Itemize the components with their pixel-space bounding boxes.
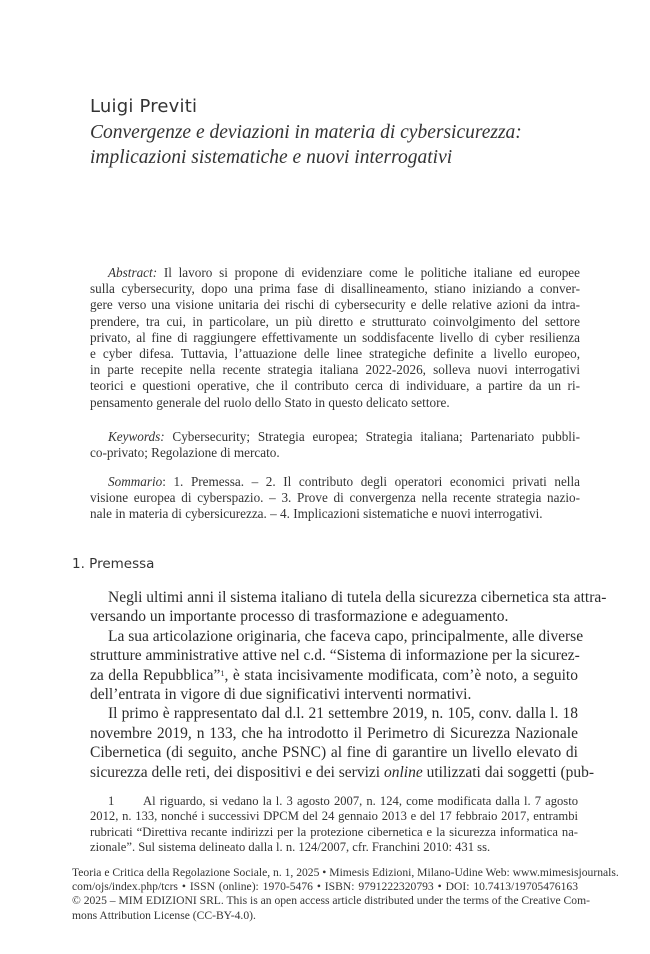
keywords-text: Cybersecurity; Strategia europea; Strategia italiana; Partenariato pubbli- (172, 429, 581, 444)
body-line: novembre 2019, n 133, che ha introdotto il Perimetro di Sicurezza Nazionale (90, 724, 578, 742)
body-line: Negli ultimi anni il sistema italiano di tutela della sicurezza cibernetica sta attra- (108, 589, 607, 606)
abstract-text: Il lavoro si propone di evidenziare come le politiche italiane ed europee (163, 265, 580, 280)
body-line: dell’entrata in vigore di due significativi interventi normativi. (90, 686, 472, 704)
journal-footer (72, 866, 619, 923)
abstract-line: privato, al fine di raggiungere effettivamente un soddisfacente livello di cyber resilienza (90, 329, 580, 345)
abstract-line: gere verso una visione unitaria dei rischi di cybersecurity e delle relative azioni da intra- (90, 297, 580, 313)
footnote (90, 794, 578, 856)
abstract (90, 265, 580, 411)
footnote-ref[interactable]: 1 (220, 668, 225, 678)
sommario-text: : 1. Premessa. – 2. Il contributo degli operatori economici privati nella (162, 474, 580, 489)
footnote-line (90, 794, 578, 809)
body-text-segment: sicurezza delle reti, dei dispositivi e dei servizi (90, 763, 384, 781)
body-text (90, 588, 607, 782)
body-text-segment: za della Repubblica” (90, 666, 221, 684)
keywords-line (90, 429, 580, 445)
sommario-line: visione europea di cyberspazio. – 3. Prove di convergenza nella recente strategia nazio- (90, 490, 580, 506)
journal-footer-line: © 2025 – MIM EDIZIONI SRL. This is an open access article distributed under the terms of the Creative Com- (72, 894, 590, 908)
keywords-label: Keywords: (108, 429, 165, 444)
abstract-line: prendere, tra cui, in particolare, un più diretto e strutturato coinvolgimento del settore (90, 313, 580, 329)
footnote-line: 2012, n. 133, nonché i successivi DPCM del 24 gennaio 2013 e del 17 febbraio 2017, entrambi (90, 809, 578, 824)
sommario-line: nale in materia di cybersicurezza. – 4. Implicazioni sistematiche e nuovi interrogativi. (90, 506, 543, 522)
body-line: strutture amministrative attive nel c.d. “Sistema di informazione per la sicurez- (90, 647, 580, 665)
body-line: Il primo è rappresentato dal d.l. 21 settembre 2019, n. 105, conv. dalla l. 18 (108, 705, 578, 723)
abstract-line: pensamento generale del ruolo dello Stato in questo delicato settore. (90, 394, 450, 410)
abstract-line: in parte recepite nella recente strategia italiana 2022-2026, solleva nuovi interrogativi (90, 362, 580, 378)
footnote-number: 1 (108, 794, 115, 808)
body-text-italic: online (383, 763, 423, 781)
sommario-line (90, 474, 580, 490)
sommario-label: Sommario (108, 474, 163, 489)
keywords (90, 429, 580, 461)
footnote-line: rubricati “Direttiva recante indirizzi per la protezione cibernetica e la sicurezza informatica na- (90, 824, 578, 839)
author-name: Luigi Previti (90, 96, 198, 117)
body-line (90, 666, 578, 685)
body-text-segment: utilizzati dai soggetti (pub- (422, 763, 595, 781)
body-line: versando un importante processo di trasformazione e adeguamento. (90, 608, 509, 626)
journal-footer-line: com/ojs/index.php/tcrs • ISSN (online): 1970-5476 • ISBN: 9791222320793 • DOI: 10.7413/19705476163 (72, 880, 578, 894)
body-line: La sua articolazione originaria, che faceva capo, principalmente, alle diverse (108, 627, 584, 645)
article-title (90, 120, 580, 170)
abstract-label: Abstract: (108, 265, 158, 280)
section-heading: 1. Premessa (72, 556, 155, 572)
body-line: Cibernetica (di seguito, anche PSNC) al fine di garantire un livello elevato di (90, 744, 578, 762)
abstract-line (90, 265, 580, 281)
body-line (90, 763, 595, 782)
sommario (90, 474, 580, 523)
title-line: Convergenze e deviazioni in materia di cybersicurezza: (90, 122, 522, 143)
body-text-segment: , è stata incisivamente modificata, com’è noto, a seguito (224, 666, 578, 684)
journal-footer-line: Teoria e Critica della Regolazione Sociale, n. 1, 2025 • Mimesis Edizioni, Milano-Udine Web: www.mimesisjournals. (72, 866, 619, 879)
abstract-line: sulla cybersecurity, dopo una prima fase di disallineamento, stiano iniziando a conver- (90, 281, 580, 297)
footnote-line: zionale”. Sul sistema delineato dalla l. n. 124/2007, cfr. Franchini 2010: 431 ss. (90, 840, 491, 855)
keywords-line: co-privato; Regolazione di mercato. (90, 445, 280, 461)
abstract-line: e cyber difesa. Tuttavia, l’attuazione delle linee strategiche definite a livello europeo, (90, 346, 580, 362)
abstract-line: teorici e questioni operative, che il contributo cerca di individuare, a partire da un ri- (90, 378, 580, 394)
journal-footer-line: mons Attribution License (CC-BY-4.0). (72, 908, 256, 922)
footnote-text: Al riguardo, si vedano la l. 3 agosto 2007, n. 124, come modificata dalla l. 7 agosto (143, 794, 579, 808)
title-line: implicazioni sistematiche e nuovi interrogativi (90, 147, 453, 168)
